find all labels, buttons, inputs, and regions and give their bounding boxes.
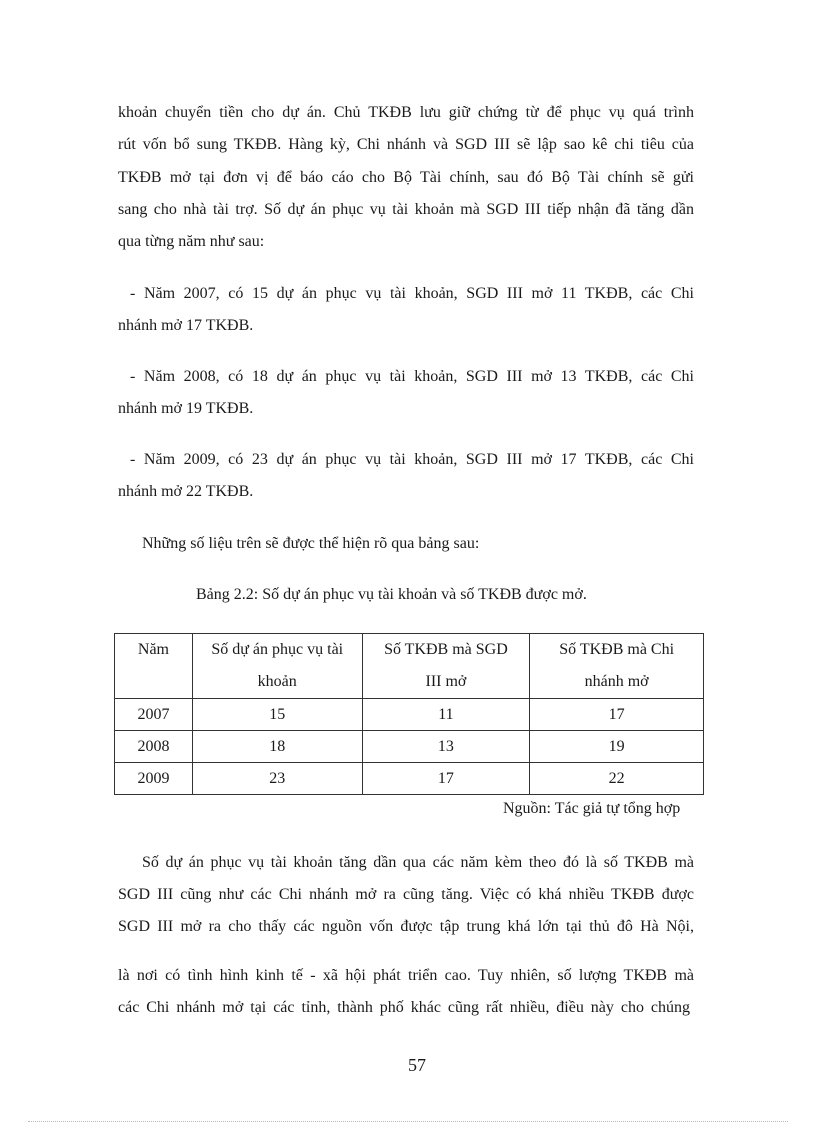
data-table — [114, 633, 704, 795]
header-cell: Số TKĐB mà Chi nhánh mở — [530, 634, 704, 699]
table-cell: 19 — [530, 731, 704, 763]
table-header-row — [115, 634, 704, 699]
table-cell: 17 — [530, 699, 704, 731]
table-intro: Những số liệu trên sẽ được thể hiện rõ qua bảng sau: — [142, 535, 480, 552]
header-cell: Năm — [115, 634, 193, 699]
paragraph-line: sang cho nhà tài trợ. Số dự án phục vụ tài khoản mà SGD III tiếp nhận đã tăng dần — [118, 201, 694, 218]
paragraph-line: TKĐB mở tại đơn vị để báo cáo cho Bộ Tài chính, sau đó Bộ Tài chính sẽ gửi — [118, 169, 694, 186]
bullet-2008-line2: nhánh mở 19 TKĐB. — [118, 400, 254, 417]
paragraph-line: qua từng năm như sau: — [118, 233, 265, 250]
paragraph-line: SGD III mở ra cho thấy các nguồn vốn được tập trung khá lớn tại thủ đô Hà Nội, — [118, 918, 694, 935]
table-cell: 15 — [192, 699, 362, 731]
table-cell: 18 — [192, 731, 362, 763]
table-source: Nguồn: Tác giả tự tổng hợp — [503, 800, 681, 817]
bullet-2009-line2: nhánh mở 22 TKĐB. — [118, 483, 254, 500]
bullet-2008-line1: - Năm 2008, có 18 dự án phục vụ tài khoản, SGD III mở 13 TKĐB, các Chi — [130, 368, 694, 385]
table-cell: 23 — [192, 763, 362, 795]
table-cell: 13 — [362, 731, 530, 763]
table-cell: 2008 — [115, 731, 193, 763]
table-cell: 22 — [530, 763, 704, 795]
page-bottom-divider — [28, 1121, 788, 1122]
paragraph-line: SGD III cũng như các Chi nhánh mở ra cũng tăng. Việc có khá nhiều TKĐB được — [118, 886, 694, 903]
table-row — [115, 731, 704, 763]
table-cell: 11 — [362, 699, 530, 731]
table-row — [115, 763, 704, 795]
table-caption: Bảng 2.2: Số dự án phục vụ tài khoản và số TKĐB được mở. — [196, 586, 587, 603]
bullet-2007-line2: nhánh mở 17 TKĐB. — [118, 317, 254, 334]
header-cell: Số dự án phục vụ tài khoản — [192, 634, 362, 699]
table-cell: 17 — [362, 763, 530, 795]
table-cell: 2009 — [115, 763, 193, 795]
paragraph-line: rút vốn bổ sung TKĐB. Hàng kỳ, Chi nhánh và SGD III sẽ lập sao kê chi tiêu của — [118, 136, 694, 153]
paragraph-line: là nơi có tình hình kinh tế - xã hội phát triển cao. Tuy nhiên, số lượng TKĐB mà — [118, 967, 694, 984]
page-number: 57 — [408, 1055, 426, 1075]
paragraph-line: khoản chuyển tiền cho dự án. Chủ TKĐB lưu giữ chứng từ để phục vụ quá trình — [118, 104, 694, 121]
bullet-2009-line1: - Năm 2009, có 23 dự án phục vụ tài khoản, SGD III mở 17 TKĐB, các Chi — [130, 451, 694, 468]
header-cell: Số TKĐB mà SGD III mở — [362, 634, 530, 699]
table-cell: 2007 — [115, 699, 193, 731]
paragraph-line: các Chi nhánh mở tại các tỉnh, thành phố khác cũng rất nhiều, điều này cho chúng — [118, 999, 690, 1016]
table-row — [115, 699, 704, 731]
paragraph-line: Số dự án phục vụ tài khoản tăng dần qua các năm kèm theo đó là số TKĐB mà — [142, 854, 694, 871]
bullet-2007-line1: - Năm 2007, có 15 dự án phục vụ tài khoản, SGD III mở 11 TKĐB, các Chi — [130, 285, 694, 302]
